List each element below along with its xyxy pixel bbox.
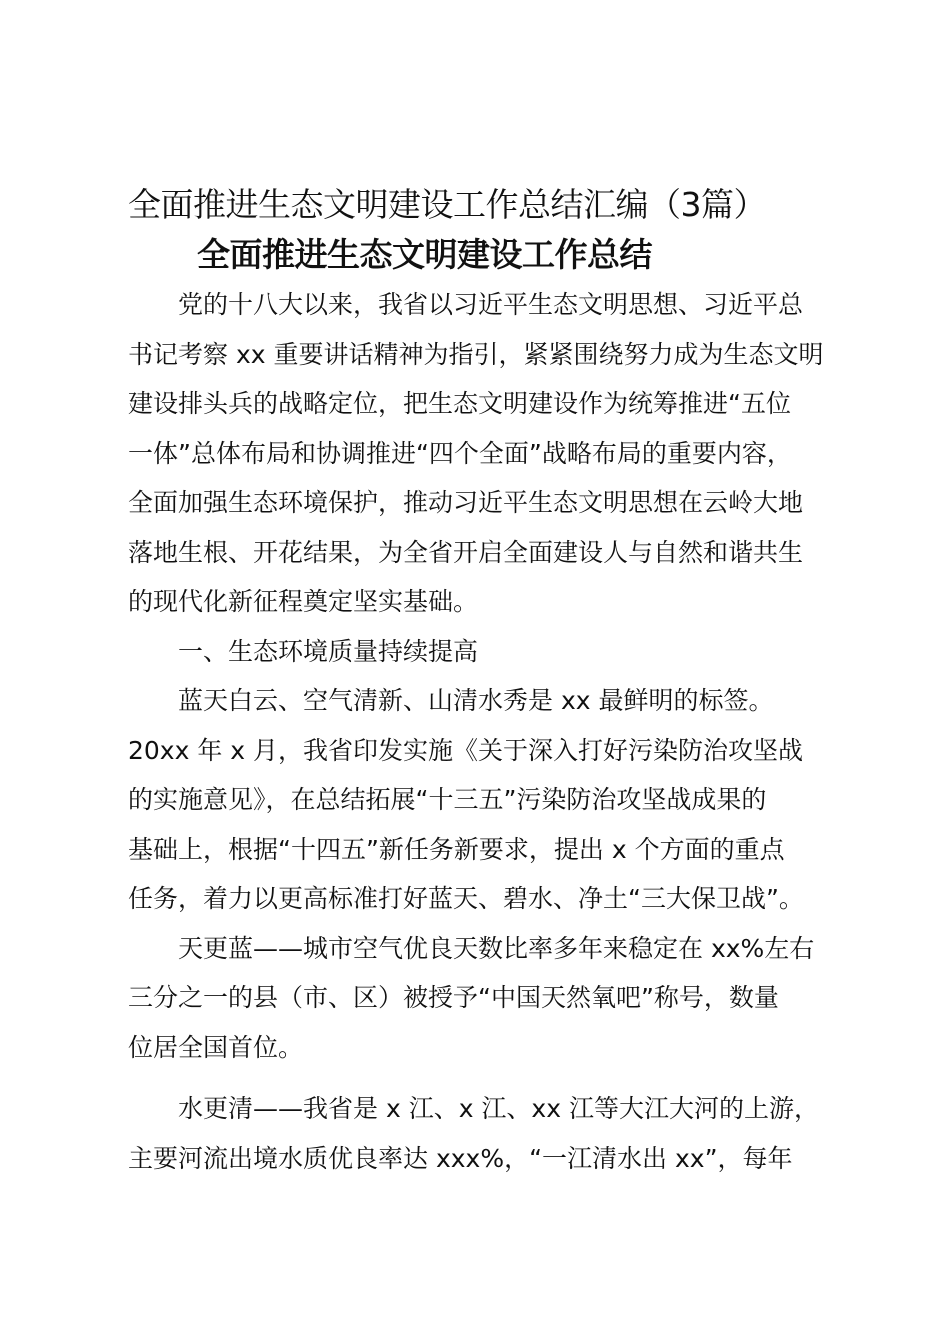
paragraph-line: 基础上，根据“十四五”新任务新要求，提出 x 个方面的重点 xyxy=(128,834,785,864)
paragraph-line: 天更蓝——城市空气优良天数比率多年来稳定在 xx%左右 xyxy=(178,933,815,963)
paragraph-line: 的现代化新征程奠定坚实基础。 xyxy=(128,587,479,616)
paragraph-line: 建设排头兵的战略定位，把生态文明建设作为统筹推进“五位 xyxy=(128,389,791,418)
paragraph-line: 书记考察 xx 重要讲话精神为指引，紧紧围绕努力成为生态文明 xyxy=(128,339,824,369)
document-subtitle: 全面推进生态文明建设工作总结 xyxy=(197,235,652,274)
section-heading: 一、生态环境质量持续提高 xyxy=(178,636,479,666)
paragraph-line: 党的十八大以来，我省以习近平生态文明思想、习近平总 xyxy=(178,290,804,319)
paragraph-line: 全面加强生态环境保护，推动习近平生态文明思想在云岭大地 xyxy=(128,488,804,517)
paragraph-line: 位居全国首位。 xyxy=(128,1032,304,1062)
paragraph-gap xyxy=(128,1072,834,1084)
paragraph-line: 一体”总体布局和协调推进“四个全面”战略布局的重要内容， xyxy=(128,438,792,468)
document-body xyxy=(128,280,834,1183)
paragraph-line: 任务，着力以更高标准打好蓝天、碧水、净土“三大保卫战”。 xyxy=(128,884,804,913)
paragraph-line: 20xx 年 x 月，我省印发实施《关于深入打好污染防治攻坚战 xyxy=(128,735,804,765)
paragraph-line: 三分之一的县（市、区）被授予“中国天然氧吧”称号，数量 xyxy=(128,983,779,1012)
document-title: 全面推进生态文明建设工作总结汇编（3篇） xyxy=(128,185,766,224)
paragraph-line: 的实施意见》，在总结拓展“十三五”污染防治攻坚战成果的 xyxy=(128,785,767,814)
paragraph-line: 落地生根、开花结果，为全省开启全面建设人与自然和谐共生 xyxy=(128,537,804,567)
paragraph-line: 蓝天白云、空气清新、山清水秀是 xx 最鲜明的标签。 xyxy=(178,686,774,715)
paragraph-line: 主要河流出境水质优良率达 xxx%，“一江清水出 xx”，每年 xyxy=(128,1143,793,1173)
paragraph-line: 水更清——我省是 x 江、x 江、xx 江等大江大河的上游， xyxy=(178,1094,819,1123)
